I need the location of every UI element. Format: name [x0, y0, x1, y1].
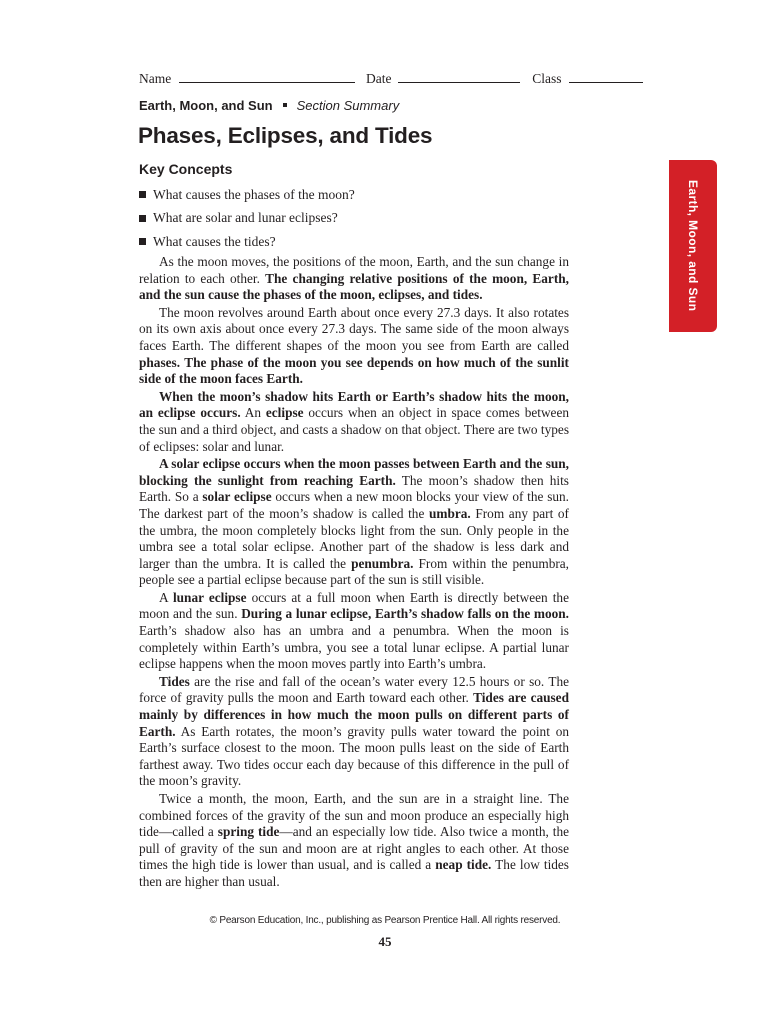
paragraph	[139, 254, 569, 304]
key-concepts-heading: Key Concepts	[139, 161, 233, 177]
bold-text-run: Tides are caused mainly by differences in how much the moon pulls on different parts of Earth.	[139, 690, 569, 739]
bold-text-run: lunar eclipse	[172, 589, 247, 605]
bold-text-run: Tides	[159, 673, 190, 689]
bullet-separator-icon	[283, 103, 287, 107]
paragraph	[139, 456, 569, 589]
text-run: Earth’s shadow also has an umbra and a penumbra. When the moon is completely within Earth’s umbra, you see a total lunar eclipse. A partial lunar eclipse happens when the moon moves partly into Earth’s umbra.	[139, 623, 569, 672]
paragraph	[139, 305, 569, 388]
list-item	[139, 207, 355, 231]
list-item	[139, 230, 355, 254]
date-label: Date	[365, 71, 392, 86]
paragraph	[139, 791, 569, 891]
bold-text-run: solar eclipse	[202, 489, 272, 505]
square-bullet-icon	[139, 215, 146, 222]
text-run: occurs when an object in space comes between the sun and a third object, and casts a shadow on that object. There are two types of eclipses: solar and lunar.	[139, 405, 570, 454]
text-run: occurs at a full moon when Earth is directly between the moon and the sun.	[139, 589, 569, 622]
class-field[interactable]	[569, 70, 643, 83]
page-number: 45	[378, 934, 392, 949]
text-run: The moon revolves around Earth about once every 27.3 days. It also rotates on its own axis about once every 27.3 days. The same side of the moon always faces Earth. The different shapes of the moon you see from Earth are called	[139, 304, 569, 353]
text-run: The moon’s shadow then hits Earth. So a	[139, 472, 569, 505]
text-run: From any part of the umbra, the moon completely blocks light from the sun. Only people in the umbra see a total solar eclipse. Another part of the shadow is less dark and larger than the umbra. It is called the	[139, 505, 569, 571]
text-run: From within the penumbra, people see a partial eclipse because part of the sun is still visible.	[139, 555, 569, 588]
name-label: Name	[139, 71, 172, 86]
text-run: As the moon moves, the positions of the moon, Earth, and the sun change in relation to each other.	[139, 254, 569, 286]
text-run: A	[159, 589, 173, 605]
key-concepts-list	[139, 183, 355, 254]
date-field[interactable]	[398, 70, 520, 83]
student-info-line	[139, 70, 639, 87]
bold-text-run: umbra.	[428, 505, 471, 521]
text-run: occurs when a new moon blocks your view of the sun. The darkest part of the moon’s shadow is called the	[139, 489, 569, 521]
chapter-side-tab-label: Earth, Moon, and Sun	[686, 180, 700, 312]
chapter-name: Earth, Moon, and Sun	[139, 98, 273, 113]
paragraph	[139, 590, 569, 673]
square-bullet-icon	[139, 238, 146, 245]
bold-text-run: The changing relative positions of the moon, Earth, and the sun cause the phases of the moon, eclipses, and tides.	[139, 270, 569, 303]
paragraph	[139, 674, 569, 790]
bold-text-run: During a lunar eclipse, Earth’s shadow falls on the moon.	[241, 606, 569, 622]
name-field[interactable]	[179, 70, 355, 83]
text-run: The low tides then are higher than usual.	[139, 857, 569, 889]
class-label: Class	[532, 71, 562, 86]
bold-text-run: neap tide.	[435, 857, 492, 873]
breadcrumb	[139, 98, 399, 113]
bold-text-run: phases.	[139, 354, 181, 370]
square-bullet-icon	[139, 191, 146, 198]
text-run: Twice a month, the moon, Earth, and the sun are in a straight line. The combined forces of the gravity of the sun and moon produce an especially high tide—called a	[139, 791, 569, 840]
copyright-notice: © Pearson Education, Inc., publishing as Pearson Prentice Hall. All rights reserved.	[209, 915, 561, 926]
bold-text-run: A solar eclipse occurs when the moon passes between Earth and the sun, blocking the sunlight from reaching Earth.	[139, 456, 569, 488]
concept-text: What causes the tides?	[153, 233, 276, 249]
text-run: An	[240, 405, 266, 421]
text-run: —and an especially low tide. Also twice a month, the pull of gravity of the sun and moon are at right angles to each other. At those times the high tide is lower than usual, and is called a	[139, 824, 570, 873]
text-run: As Earth rotates, the moon’s gravity pulls water toward the point on Earth’s surface closest to the moon. The moon pulls least on the side of Earth farthest away. Two tides occur each day because of this difference in the pull of the moon’s gravity.	[139, 723, 569, 789]
page-title: Phases, Eclipses, and Tides	[138, 123, 433, 148]
section-type: Section Summary	[296, 98, 400, 113]
bold-text-run: eclipse	[265, 405, 304, 421]
summary-body	[139, 254, 569, 892]
text-run: are the rise and fall of the ocean’s water every 12.5 hours or so. The force of gravity pulls the moon and Earth toward each other.	[139, 673, 569, 706]
bold-text-run: spring tide	[217, 824, 280, 840]
concept-text: What causes the phases of the moon?	[153, 186, 355, 202]
concept-text: What are solar and lunar eclipses?	[153, 210, 338, 226]
list-item	[139, 183, 355, 207]
bold-text-run: When the moon’s shadow hits Earth or Earth’s shadow hits the moon, an eclipse occurs.	[139, 388, 569, 421]
bold-text-run: The phase of the moon you see depends on how much of the sunlit side of the moon faces Earth.	[139, 354, 569, 387]
paragraph	[139, 389, 569, 455]
bold-text-run: penumbra.	[351, 555, 414, 571]
